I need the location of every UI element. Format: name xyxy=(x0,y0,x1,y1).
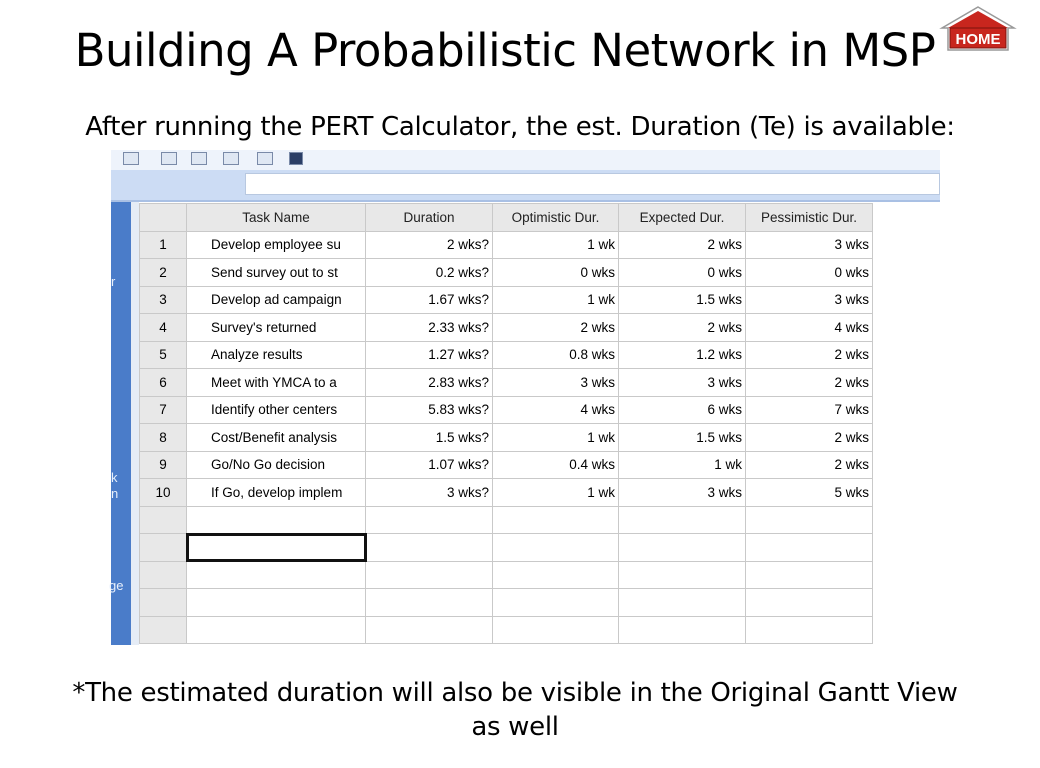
view-bar-label: ge xyxy=(109,578,124,593)
table-cell[interactable]: If Go, develop implem xyxy=(187,479,366,507)
table-cell[interactable] xyxy=(366,589,493,617)
home-label: HOME xyxy=(955,31,1001,48)
table-cell[interactable]: Meet with YMCA to a xyxy=(187,369,366,397)
table-cell[interactable] xyxy=(493,506,619,534)
row-number[interactable]: 3 xyxy=(140,286,187,314)
table-cell[interactable]: 2 wks xyxy=(619,314,746,342)
table-cell[interactable]: 2.33 wks? xyxy=(366,314,493,342)
table-cell[interactable]: 1.27 wks? xyxy=(366,341,493,369)
column-header[interactable]: Duration xyxy=(366,204,493,232)
table-cell[interactable]: Cost/Benefit analysis xyxy=(187,424,366,452)
table-cell[interactable] xyxy=(619,534,746,562)
table-cell[interactable] xyxy=(746,506,873,534)
view-bar-label: r xyxy=(111,274,116,289)
table-cell[interactable]: 0 wks xyxy=(619,259,746,287)
table-cell[interactable] xyxy=(187,506,366,534)
table-cell[interactable]: 1.2 wks xyxy=(619,341,746,369)
home-button-icon xyxy=(938,4,1018,54)
table-cell[interactable]: 4 wks xyxy=(493,396,619,424)
table-cell[interactable] xyxy=(493,534,619,562)
table-cell[interactable] xyxy=(619,589,746,617)
table-row[interactable] xyxy=(140,369,873,397)
footnote-line: *The estimated duration will also be visible in the Original Gantt View xyxy=(72,678,958,708)
row-number[interactable]: 7 xyxy=(140,396,187,424)
table-row[interactable] xyxy=(140,396,873,424)
row-number[interactable] xyxy=(140,561,187,589)
toolbar-dropdown-icon[interactable] xyxy=(289,152,303,165)
row-number[interactable]: 2 xyxy=(140,259,187,287)
table-header-row xyxy=(140,204,873,232)
table-row[interactable] xyxy=(140,259,873,287)
table-cell[interactable]: 0.8 wks xyxy=(493,341,619,369)
table-cell[interactable]: 2 wks xyxy=(493,314,619,342)
table-cell[interactable]: 0 wks xyxy=(746,259,873,287)
entry-bar xyxy=(111,170,940,202)
table-cell[interactable]: 0.2 wks? xyxy=(366,259,493,287)
row-number[interactable] xyxy=(140,506,187,534)
row-number[interactable] xyxy=(140,616,187,644)
table-row[interactable] xyxy=(140,451,873,479)
subtitle: After running the PERT Calculator, the est. Duration (Te) is available: xyxy=(85,112,955,142)
empty-table-row[interactable] xyxy=(140,616,873,644)
table-cell[interactable]: 3 wks xyxy=(619,479,746,507)
table-cell[interactable]: 2 wks xyxy=(619,231,746,259)
table-cell[interactable]: 1 wk xyxy=(493,424,619,452)
toolbar xyxy=(111,150,940,170)
table-cell[interactable] xyxy=(187,589,366,617)
home-button[interactable] xyxy=(938,4,1018,54)
table-cell[interactable]: 6 wks xyxy=(619,396,746,424)
table-row[interactable] xyxy=(140,341,873,369)
empty-table-row[interactable] xyxy=(140,589,873,617)
table-cell[interactable] xyxy=(366,534,493,562)
row-number[interactable] xyxy=(140,589,187,617)
table-cell[interactable]: 2 wks xyxy=(746,424,873,452)
task-table xyxy=(139,203,873,644)
slide-title: Building A Probabilistic Network in MSP xyxy=(74,24,936,77)
table-cell[interactable]: 5.83 wks? xyxy=(366,396,493,424)
table-row[interactable] xyxy=(140,231,873,259)
empty-table-row[interactable] xyxy=(140,561,873,589)
table-cell[interactable]: 1 wk xyxy=(493,231,619,259)
table-cell[interactable] xyxy=(619,561,746,589)
table-cell[interactable]: 3 wks xyxy=(746,231,873,259)
table-cell[interactable] xyxy=(493,616,619,644)
table-cell[interactable] xyxy=(493,561,619,589)
row-number[interactable]: 9 xyxy=(140,451,187,479)
table-cell[interactable]: Go/No Go decision xyxy=(187,451,366,479)
toolbar-icon[interactable] xyxy=(223,152,239,165)
toolbar-icon[interactable] xyxy=(257,152,273,165)
select-all-corner[interactable] xyxy=(140,204,187,232)
table-cell[interactable] xyxy=(187,561,366,589)
row-number[interactable]: 10 xyxy=(140,479,187,507)
table-cell[interactable]: 3 wks xyxy=(619,369,746,397)
selected-cell[interactable] xyxy=(187,534,366,562)
toolbar-icon[interactable] xyxy=(161,152,177,165)
table-cell[interactable]: 1.07 wks? xyxy=(366,451,493,479)
table-cell[interactable]: Survey's returned xyxy=(187,314,366,342)
toolbar-icon[interactable] xyxy=(191,152,207,165)
row-number[interactable]: 5 xyxy=(140,341,187,369)
table-cell[interactable] xyxy=(746,534,873,562)
table-cell[interactable] xyxy=(619,616,746,644)
table-cell[interactable]: 3 wks xyxy=(493,369,619,397)
table-cell[interactable]: 3 wks? xyxy=(366,479,493,507)
view-bar-label: k xyxy=(111,470,118,485)
table-cell[interactable]: Develop employee su xyxy=(187,231,366,259)
view-bar[interactable] xyxy=(111,202,131,645)
row-number[interactable]: 4 xyxy=(140,314,187,342)
table-cell[interactable] xyxy=(746,616,873,644)
view-bar-label: n xyxy=(111,486,119,501)
table-cell[interactable]: 5 wks xyxy=(746,479,873,507)
column-header[interactable]: Expected Dur. xyxy=(619,204,746,232)
table-cell[interactable]: 1.67 wks? xyxy=(366,286,493,314)
table-cell[interactable] xyxy=(366,561,493,589)
footnote xyxy=(0,676,1030,744)
table-cell[interactable]: Analyze results xyxy=(187,341,366,369)
table-cell[interactable]: 1 wk xyxy=(493,479,619,507)
table-cell[interactable] xyxy=(746,561,873,589)
entry-field[interactable] xyxy=(245,173,940,195)
table-cell[interactable] xyxy=(493,589,619,617)
table-row[interactable] xyxy=(140,479,873,507)
empty-table-row[interactable] xyxy=(140,506,873,534)
table-cell[interactable] xyxy=(187,616,366,644)
table-row[interactable] xyxy=(140,314,873,342)
table-cell[interactable]: Identify other centers xyxy=(187,396,366,424)
table-cell[interactable]: 7 wks xyxy=(746,396,873,424)
table-cell[interactable]: 0.4 wks xyxy=(493,451,619,479)
table-cell[interactable]: 2 wks xyxy=(746,451,873,479)
table-cell[interactable]: 1 wk xyxy=(493,286,619,314)
column-header[interactable]: Pessimistic Dur. xyxy=(746,204,873,232)
row-number[interactable]: 1 xyxy=(140,231,187,259)
table-cell[interactable]: 3 wks xyxy=(746,286,873,314)
table-cell[interactable]: 0 wks xyxy=(493,259,619,287)
table-cell[interactable]: 2 wks xyxy=(746,341,873,369)
table-cell[interactable]: 1.5 wks xyxy=(619,286,746,314)
row-number[interactable]: 8 xyxy=(140,424,187,452)
msp-screenshot xyxy=(111,150,940,645)
row-number[interactable] xyxy=(140,534,187,562)
table-cell[interactable]: 2 wks? xyxy=(366,231,493,259)
toolbar-icon[interactable] xyxy=(123,152,139,165)
table-cell[interactable] xyxy=(366,616,493,644)
table-cell[interactable]: 1 wk xyxy=(619,451,746,479)
table-row[interactable] xyxy=(140,424,873,452)
table-cell[interactable] xyxy=(619,506,746,534)
column-header[interactable]: Optimistic Dur. xyxy=(493,204,619,232)
column-header[interactable]: Task Name xyxy=(187,204,366,232)
table-cell[interactable]: 2 wks xyxy=(746,369,873,397)
table-cell[interactable]: 1.5 wks xyxy=(619,424,746,452)
table-row[interactable] xyxy=(140,286,873,314)
row-number[interactable]: 6 xyxy=(140,369,187,397)
footnote-line: as well xyxy=(471,712,559,742)
table-cell[interactable]: Send survey out to st xyxy=(187,259,366,287)
table-cell[interactable]: 1.5 wks? xyxy=(366,424,493,452)
table-cell[interactable]: 2.83 wks? xyxy=(366,369,493,397)
table-cell[interactable] xyxy=(366,506,493,534)
table-cell[interactable]: Develop ad campaign xyxy=(187,286,366,314)
table-cell[interactable] xyxy=(746,589,873,617)
table-cell[interactable]: 4 wks xyxy=(746,314,873,342)
view-bar-separator xyxy=(131,202,139,645)
empty-table-row[interactable] xyxy=(140,534,873,562)
